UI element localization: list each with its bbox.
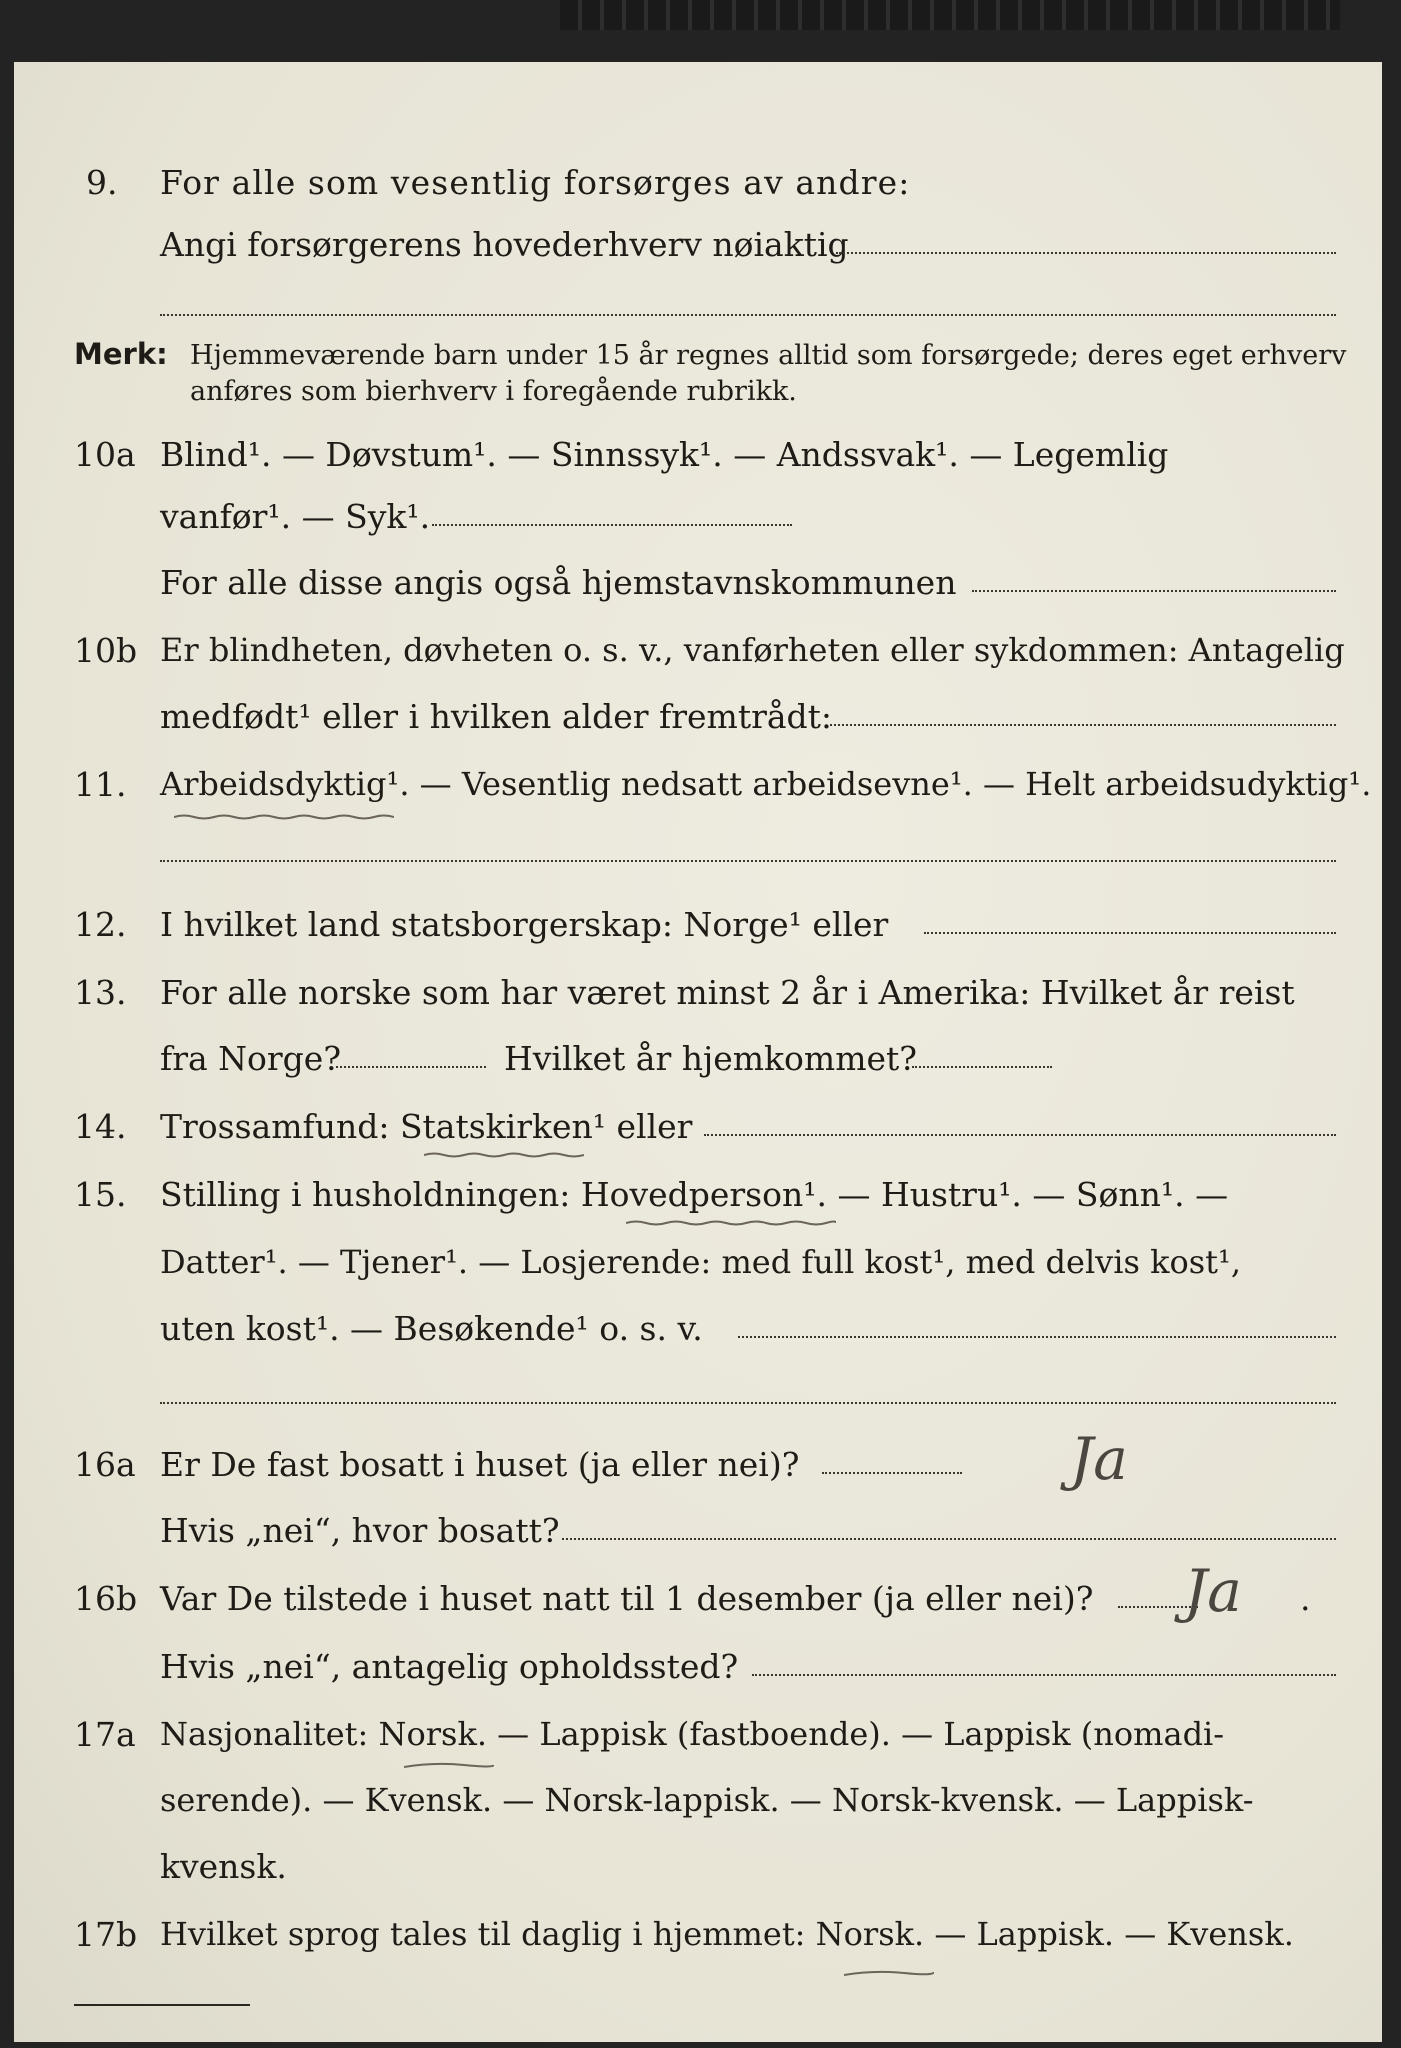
q11-answer-line	[160, 860, 1336, 862]
q17b-line1: Hvilket sprog tales til daglig i hjemmet: Norsk. — Lappisk. — Kvensk.	[160, 1915, 1294, 1953]
merk-line2: anføres som bierhverv i foregående rubrikk.	[190, 376, 797, 407]
q14-number: 14.	[74, 1107, 127, 1146]
q13-line2b: Hvilket år hjemkommet?	[504, 1039, 917, 1078]
q13-line2a: fra Norge?	[160, 1039, 342, 1078]
q10a-line2: vanfør¹. — Syk¹.	[160, 497, 431, 536]
q11-number: 11.	[74, 765, 127, 804]
q14-answer-line	[704, 1134, 1336, 1136]
q11-line1: Arbeidsdyktig¹. — Vesentlig nedsatt arbeidsevne¹. — Helt arbeidsudyktig¹.	[160, 765, 1372, 803]
q10b-number: 10b	[74, 631, 138, 670]
q10b-line1: Er blindheten, døvheten o. s. v., vanførheten eller sykdommen: Antagelig	[160, 631, 1345, 669]
q16b-answer-mark: .	[1300, 1579, 1311, 1618]
q16b-answer-line-2	[752, 1674, 1336, 1676]
q9-answer-line	[836, 252, 1336, 254]
q10a-line3: For alle disse angis også hjemstavnskommunen	[160, 563, 957, 602]
q14-line1: Trossamfund: Statskirken¹ eller	[160, 1107, 693, 1146]
q13-year-returned-line	[912, 1066, 1052, 1068]
q15-line1: Stilling i husholdningen: Hovedperson¹. — Hustru¹. — Sønn¹. —	[160, 1175, 1229, 1214]
q9-line2: Angi forsørgerens hovederhverv nøiaktig	[160, 225, 849, 264]
q17a-line1: Nasjonalitet: Norsk. — Lappisk (fastboende). — Lappisk (nomadi-	[160, 1715, 1225, 1753]
q9-number: 9.	[86, 163, 118, 202]
q10a-answer-line	[432, 524, 792, 526]
q13-year-left-line	[336, 1066, 486, 1068]
q12-line1: I hvilket land statsborgerskap: Norge¹ eller	[160, 905, 889, 944]
q16b-number: 16b	[74, 1579, 138, 1618]
q10a-number: 10a	[74, 435, 136, 474]
q17a-line3: kvensk.	[160, 1847, 287, 1886]
q16a-line1: Er De fast bosatt i huset (ja eller nei)?	[160, 1445, 800, 1484]
q10b-answer-line	[830, 724, 1336, 726]
q11-underline-mark	[174, 814, 394, 820]
q12-number: 12.	[74, 905, 127, 944]
q15-line3: uten kost¹. — Besøkende¹ o. s. v.	[160, 1309, 703, 1348]
q10b-line2: medfødt¹ eller i hvilken alder fremtrådt:	[160, 697, 833, 736]
q17b-underline-mark	[844, 1970, 934, 1976]
q16a-number: 16a	[74, 1445, 136, 1484]
q10a-answer-line-2	[972, 590, 1336, 592]
q15-underline-mark	[626, 1220, 836, 1226]
q16b-line1: Var De tilstede i huset natt til 1 desember (ja eller nei)?	[160, 1579, 1094, 1618]
q17b-number: 17b	[74, 1915, 138, 1954]
q17a-line2: serende). — Kvensk. — Norsk-lappisk. — Norsk-kvensk. — Lappisk-	[160, 1781, 1254, 1819]
merk-line1: Hjemmeværende barn under 15 år regnes alltid som forsørgede; deres eget erhverv	[190, 340, 1347, 371]
q16a-handwritten-answer: Ja	[1070, 1425, 1128, 1493]
q16a-answer-line-2	[562, 1538, 1336, 1540]
film-edge	[560, 0, 1340, 30]
q16a-answer-line	[822, 1472, 962, 1474]
q12-answer-line	[924, 932, 1336, 934]
q13-line1: For alle norske som har været minst 2 år i Amerika: Hvilket år reist	[160, 973, 1295, 1012]
merk-label: Merk:	[74, 337, 168, 371]
q17a-number: 17a	[74, 1715, 136, 1754]
q15-number: 15.	[74, 1175, 127, 1214]
footnote-rule	[74, 2004, 250, 2006]
q17a-underline-mark	[404, 1762, 494, 1768]
q16b-handwritten-answer: Ja	[1184, 1557, 1242, 1625]
q10a-line1: Blind¹. — Døvstum¹. — Sinnssyk¹. — Andssvak¹. — Legemlig	[160, 435, 1169, 474]
q16a-line2: Hvis „nei“, hvor bosatt?	[160, 1511, 560, 1550]
q9-line1: For alle som vesentlig forsørges av andre:	[160, 163, 911, 202]
q13-number: 13.	[74, 973, 127, 1012]
q15-answer-line-2	[160, 1402, 1336, 1404]
q9-answer-line-2	[160, 314, 1336, 316]
q15-line2: Datter¹. — Tjener¹. — Losjerende: med full kost¹, med delvis kost¹,	[160, 1243, 1242, 1281]
q15-answer-line	[738, 1336, 1336, 1338]
q14-underline-mark	[424, 1152, 584, 1158]
q16b-line2: Hvis „nei“, antagelig opholdssted?	[160, 1647, 739, 1686]
census-form-page	[14, 62, 1382, 2042]
